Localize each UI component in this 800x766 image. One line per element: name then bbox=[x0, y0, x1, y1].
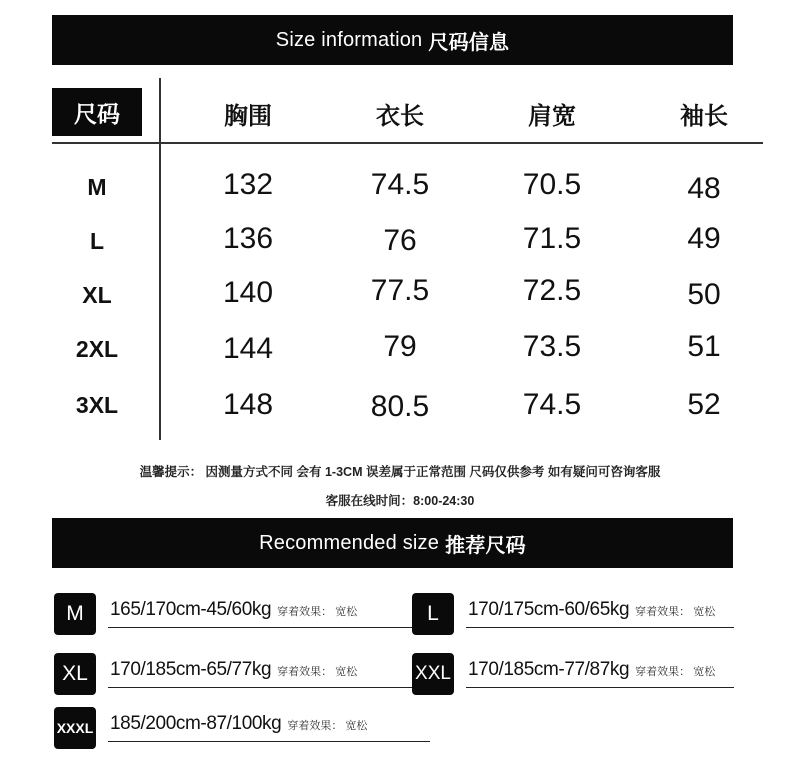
table-cell: 79 bbox=[383, 330, 417, 363]
table-cell: 72.5 bbox=[522, 274, 582, 307]
recommended-title-en: Recommended size bbox=[259, 531, 440, 554]
column-header-length: 衣长 bbox=[376, 103, 424, 130]
table-cell: 52 bbox=[687, 388, 721, 421]
table-cell: 51 bbox=[687, 330, 721, 363]
recommend-fit: 穿着效果： 宽松 bbox=[635, 666, 716, 678]
row-size-label: 2XL bbox=[75, 336, 119, 362]
table-cell: 136 bbox=[222, 222, 274, 255]
size-info-banner bbox=[52, 15, 733, 65]
table-cell: 80.5 bbox=[370, 390, 430, 423]
recommend-text bbox=[110, 659, 357, 681]
table-cell: 144 bbox=[222, 332, 274, 365]
column-header-shoulder: 肩宽 bbox=[528, 103, 576, 130]
recommend-text bbox=[110, 713, 367, 735]
recommend-range: 185/200cm-87/100kg bbox=[110, 713, 282, 734]
table-cell: 140 bbox=[222, 276, 274, 309]
recommend-fit: 穿着效果： 宽松 bbox=[635, 606, 716, 618]
table-cell: 148 bbox=[222, 388, 274, 421]
table-vertical-divider bbox=[159, 78, 161, 440]
row-size-label: M bbox=[87, 174, 107, 200]
recommend-fit: 穿着效果： 宽松 bbox=[277, 666, 358, 678]
recommended-size-banner bbox=[52, 518, 733, 568]
table-cell: 132 bbox=[222, 168, 274, 201]
table-cell: 73.5 bbox=[522, 330, 582, 363]
table-cell: 76 bbox=[383, 224, 417, 257]
table-cell: 48 bbox=[687, 172, 721, 205]
row-size-label: L bbox=[89, 228, 105, 254]
underline bbox=[466, 627, 734, 628]
underline bbox=[108, 627, 430, 628]
recommended-title-zh: 推荐尺码 bbox=[445, 534, 526, 557]
service-hours: 客服在线时间：8:00-24:30 bbox=[325, 494, 475, 508]
size-badge: M bbox=[54, 593, 96, 635]
recommend-fit: 穿着效果： 宽松 bbox=[287, 720, 368, 732]
size-column-header: 尺码 bbox=[52, 88, 142, 136]
recommend-text bbox=[468, 599, 715, 621]
size-info-title-en: Size information bbox=[275, 28, 423, 51]
recommend-fit: 穿着效果： 宽松 bbox=[277, 606, 358, 618]
size-badge: XXL bbox=[412, 653, 454, 695]
table-cell: 49 bbox=[687, 222, 721, 255]
row-size-label: XL bbox=[82, 282, 112, 308]
column-header-chest: 胸围 bbox=[224, 103, 272, 130]
table-cell: 74.5 bbox=[522, 388, 582, 421]
table-cell: 71.5 bbox=[522, 222, 582, 255]
size-info-title-zh: 尺码信息 bbox=[428, 31, 510, 54]
table-horizontal-divider bbox=[52, 142, 763, 144]
recommend-range: 170/175cm-60/65kg bbox=[468, 599, 630, 620]
column-header-sleeve: 袖长 bbox=[680, 103, 728, 130]
recommend-range: 170/185cm-77/87kg bbox=[468, 659, 630, 680]
size-badge: L bbox=[412, 593, 454, 635]
underline bbox=[108, 741, 430, 742]
recommend-text bbox=[468, 659, 715, 681]
underline bbox=[108, 687, 430, 688]
table-cell: 77.5 bbox=[370, 274, 430, 307]
row-size-label: 3XL bbox=[75, 392, 119, 418]
recommend-range: 165/170cm-45/60kg bbox=[110, 599, 272, 620]
measurement-tip: 温馨提示： 因测量方式不同 会有 1-3CM 误差属于正常范围 尺码仅供参考 如有疑问可咨询客服 bbox=[139, 465, 661, 479]
recommend-range: 170/185cm-65/77kg bbox=[110, 659, 272, 680]
size-badge: XL bbox=[54, 653, 96, 695]
table-cell: 70.5 bbox=[522, 168, 582, 201]
recommend-text bbox=[110, 599, 357, 621]
size-badge: XXXL bbox=[54, 707, 96, 749]
table-cell: 74.5 bbox=[370, 168, 430, 201]
table-cell: 50 bbox=[687, 278, 721, 311]
underline bbox=[466, 687, 734, 688]
